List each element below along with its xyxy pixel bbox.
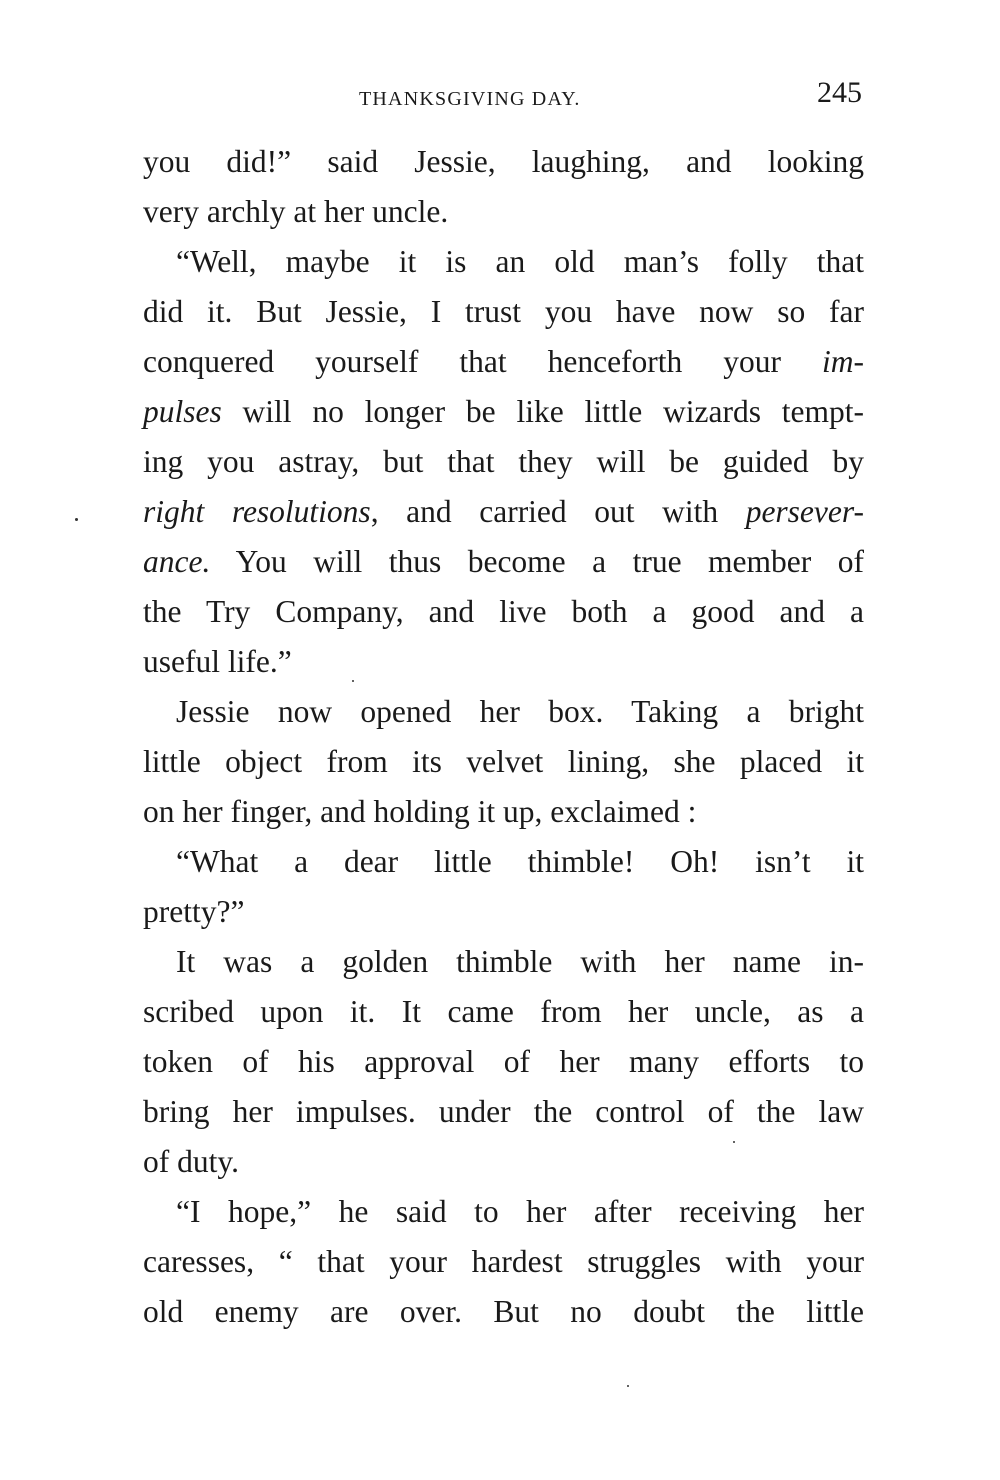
text-line (143, 737, 864, 787)
text-segment: “What a dear little thimble! Oh! isn’t it (176, 844, 864, 879)
italic-text: ance. (143, 544, 211, 579)
print-speck (352, 680, 354, 682)
italic-text: persever- (745, 494, 864, 529)
text-segment: will no longer be like little wizards tempt- (221, 394, 864, 429)
text-segment: the Try Company, and live both a good and a (143, 594, 864, 629)
text-line (143, 1237, 864, 1287)
text-segment: pretty?” (143, 894, 245, 929)
text-segment: Jessie now opened her box. Taking a bright (176, 694, 864, 729)
italic-text: im- (822, 344, 864, 379)
text-segment: token of his approval of her many efforts to (143, 1044, 864, 1079)
text-line (143, 1187, 864, 1237)
print-speck (733, 1141, 735, 1143)
text-line (143, 337, 864, 387)
text-line (143, 687, 864, 737)
text-line (143, 987, 864, 1037)
text-segment: conquered yourself that henceforth your (143, 344, 822, 379)
italic-text: pulses (143, 394, 222, 429)
text-line (143, 387, 864, 437)
text-line (143, 937, 864, 987)
text-segment: bring her impulses. under the control of the law (143, 1094, 864, 1129)
text-segment: caresses, “ that your hardest struggles with your (143, 1244, 864, 1279)
text-line (143, 637, 864, 687)
text-line (143, 537, 864, 587)
text-line (143, 1037, 864, 1087)
text-line (143, 487, 864, 537)
text-line (143, 287, 864, 337)
print-speck (75, 518, 78, 521)
text-line (143, 1287, 864, 1337)
text-segment: scribed upon it. It came from her uncle, as a (143, 994, 864, 1029)
text-segment: ing you astray, but that they will be guided by (143, 444, 864, 479)
text-line (143, 887, 864, 937)
text-line (143, 187, 864, 237)
text-segment: It was a golden thimble with her name in- (176, 944, 864, 979)
running-title: THANKSGIVING DAY. (359, 88, 581, 110)
body-text (143, 137, 864, 1337)
page-number: 245 (817, 76, 862, 109)
text-segment: “I hope,” he said to her after receiving her (176, 1194, 864, 1229)
text-segment: old enemy are over. But no doubt the little (143, 1294, 864, 1329)
text-line (143, 837, 864, 887)
text-line (143, 587, 864, 637)
text-segment: You will thus become a true member of (210, 544, 864, 579)
text-line (143, 787, 864, 837)
text-line (143, 1087, 864, 1137)
italic-text: right resolutions (143, 494, 371, 529)
text-segment: useful life.” (143, 644, 292, 679)
text-segment: very archly at her uncle. (143, 194, 449, 229)
text-line (143, 137, 864, 187)
text-segment: little object from its velvet lining, she placed it (143, 744, 864, 779)
running-head (143, 76, 864, 116)
print-speck (627, 1385, 629, 1387)
text-line (143, 437, 864, 487)
text-segment: you did!” said Jessie, laughing, and looking (143, 144, 864, 179)
text-line (143, 1137, 864, 1187)
text-segment: , and carried out with (370, 494, 746, 529)
text-segment: “Well, maybe it is an old man’s folly that (176, 244, 864, 279)
text-segment: of duty. (143, 1144, 239, 1179)
text-segment: did it. But Jessie, I trust you have now so far (143, 294, 864, 329)
text-segment: on her finger, and holding it up, exclaimed : (143, 794, 697, 829)
text-line (143, 237, 864, 287)
